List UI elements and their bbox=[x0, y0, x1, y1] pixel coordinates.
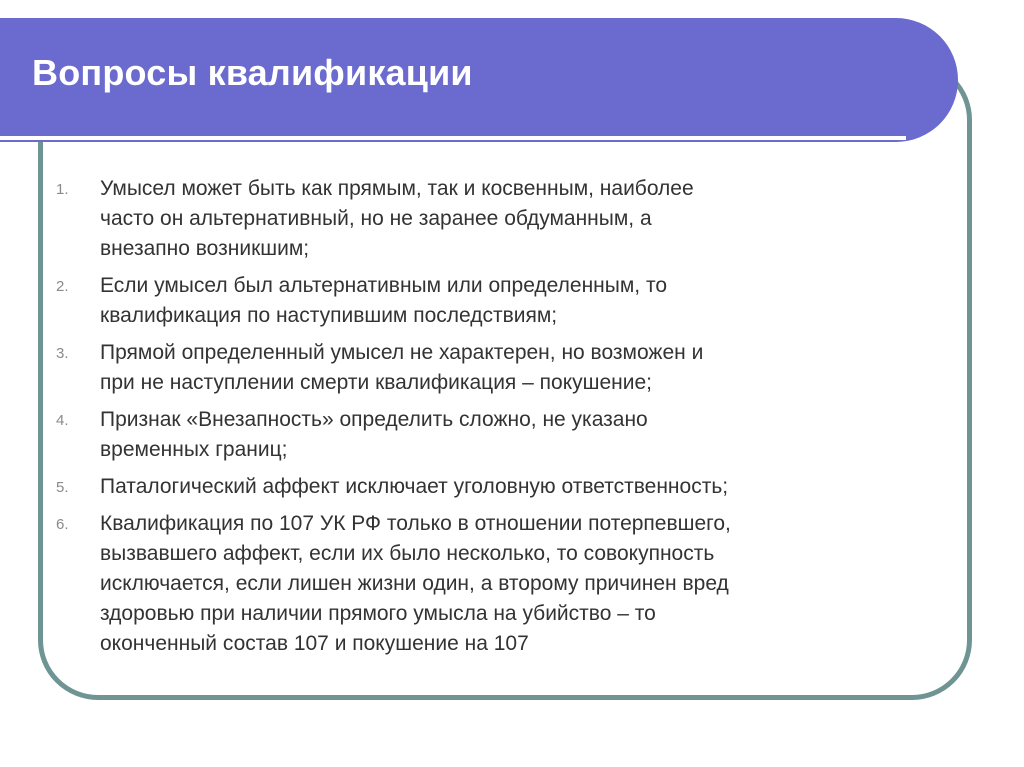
list-item bbox=[56, 174, 896, 264]
list-item-text bbox=[100, 271, 667, 331]
list-item-number: 3. bbox=[56, 345, 69, 362]
list-item-line: квалификация по наступившим последствиям; bbox=[100, 304, 558, 327]
slide-title: Вопросы квалификации bbox=[32, 52, 473, 93]
list-item bbox=[56, 509, 896, 659]
list-item bbox=[56, 405, 896, 465]
list-item-line: временных границ; bbox=[100, 438, 288, 461]
list-item-line: Прямой определенный умысел не характерен, но возможен и bbox=[100, 341, 704, 364]
list-item-line: Умысел может быть как прямым, так и косвенным, наиболее bbox=[100, 177, 694, 200]
list-item-text bbox=[100, 174, 694, 264]
list-item-number: 4. bbox=[56, 412, 69, 429]
list-item-number: 2. bbox=[56, 278, 69, 295]
list-item-line: оконченный состав 107 и покушение на 107 bbox=[100, 632, 529, 655]
list-item-line: при не наступлении смерти квалификация – покушение; bbox=[100, 371, 652, 394]
list-item-line: вызвавшего аффект, если их было несколько, то совокупность bbox=[100, 542, 715, 565]
list-item-line: Квалификация по 107 УК РФ только в отношении потерпевшего, bbox=[100, 512, 731, 535]
list-item-line: здоровью при наличии прямого умысла на убийство – то bbox=[100, 602, 656, 625]
list-item-line: Паталогический аффект исключает уголовную ответственность; bbox=[100, 475, 729, 498]
list-item-number: 5. bbox=[56, 479, 69, 496]
list-item-line: Признак «Внезапность» определить сложно, не указано bbox=[100, 408, 648, 431]
list-item-text bbox=[100, 472, 728, 502]
list-item bbox=[56, 472, 896, 502]
list-item-text bbox=[100, 405, 648, 465]
list-item bbox=[56, 271, 896, 331]
numbered-list bbox=[56, 174, 896, 666]
list-item bbox=[56, 338, 896, 398]
list-item-line: Если умысел был альтернативным или определенным, то bbox=[100, 274, 668, 297]
list-item-number: 1. bbox=[56, 181, 69, 198]
list-item-number: 6. bbox=[56, 516, 69, 533]
list-item-line: внезапно возникшим; bbox=[100, 237, 310, 260]
list-item-line: исключается, если лишен жизни один, а второму причинен вред bbox=[100, 572, 729, 595]
title-underline bbox=[0, 136, 906, 140]
list-item-line: часто он альтернативный, но не заранее обдуманным, а bbox=[100, 207, 652, 230]
list-item-text bbox=[100, 338, 703, 398]
list-item-text bbox=[100, 509, 731, 659]
